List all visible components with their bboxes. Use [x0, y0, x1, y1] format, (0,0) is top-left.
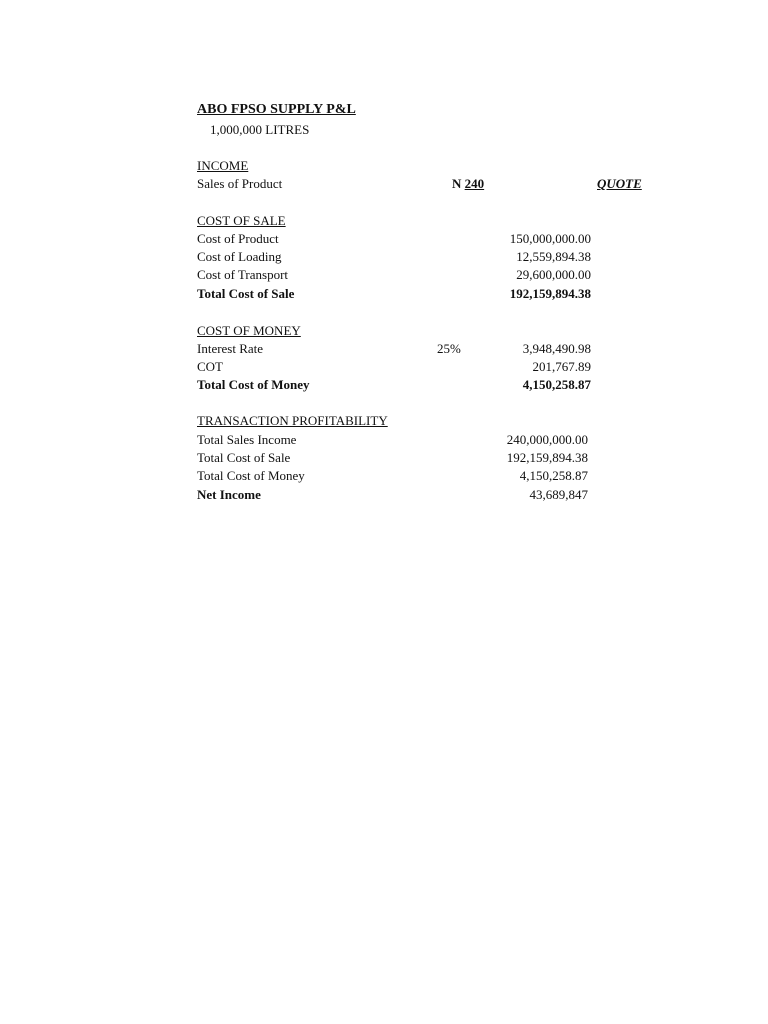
total-cost-of-money-value: 4,150,258.87 — [522, 377, 591, 392]
net-income-label: Net Income — [197, 487, 261, 502]
total-cost-of-sale-label: Total Cost of Sale — [197, 286, 295, 301]
profit-total-cost-of-money-label: Total Cost of Money — [197, 468, 305, 483]
cost-of-transport-value: 29,600,000.00 — [516, 267, 591, 282]
cot-value: 201,767.89 — [532, 359, 591, 374]
quote-label: QUOTE — [597, 176, 642, 191]
total-cost-of-sale-value: 192,159,894.38 — [509, 286, 591, 301]
cost-of-product-value: 150,000,000.00 — [509, 231, 591, 246]
price-cell — [452, 175, 484, 193]
profitability-heading: TRANSACTION PROFITABILITY — [197, 413, 388, 428]
cost-of-sale-heading: COST OF SALE — [197, 213, 286, 228]
net-income-value: 43,689,847 — [529, 487, 588, 502]
income-heading: INCOME — [197, 158, 249, 173]
cost-of-money-heading: COST OF MONEY — [197, 323, 301, 338]
interest-value: 3,948,490.98 — [522, 341, 591, 356]
sales-of-product-label: Sales of Product — [197, 176, 283, 191]
document-title: ABO FPSO SUPPLY P&L — [197, 102, 356, 117]
interest-rate-label: Interest Rate — [197, 341, 264, 356]
total-cost-of-money-label: Total Cost of Money — [197, 377, 310, 392]
total-sales-income-value: 240,000,000.00 — [506, 432, 588, 447]
price-value: 240 — [464, 176, 485, 191]
profit-total-cost-of-sale-label: Total Cost of Sale — [197, 450, 291, 465]
cot-label: COT — [197, 359, 223, 374]
cost-of-loading-label: Cost of Loading — [197, 249, 282, 264]
profit-total-cost-of-money-value: 4,150,258.87 — [519, 468, 588, 483]
price-prefix: N — [452, 176, 465, 191]
document-subtitle: 1,000,000 LITRES — [210, 122, 310, 137]
cost-of-transport-label: Cost of Transport — [197, 267, 289, 282]
cost-of-loading-value: 12,559,894.38 — [516, 249, 591, 264]
cost-of-product-label: Cost of Product — [197, 231, 279, 246]
profit-total-cost-of-sale-value: 192,159,894.38 — [506, 450, 588, 465]
total-sales-income-label: Total Sales Income — [197, 432, 297, 447]
interest-rate-percent: 25% — [437, 341, 461, 356]
